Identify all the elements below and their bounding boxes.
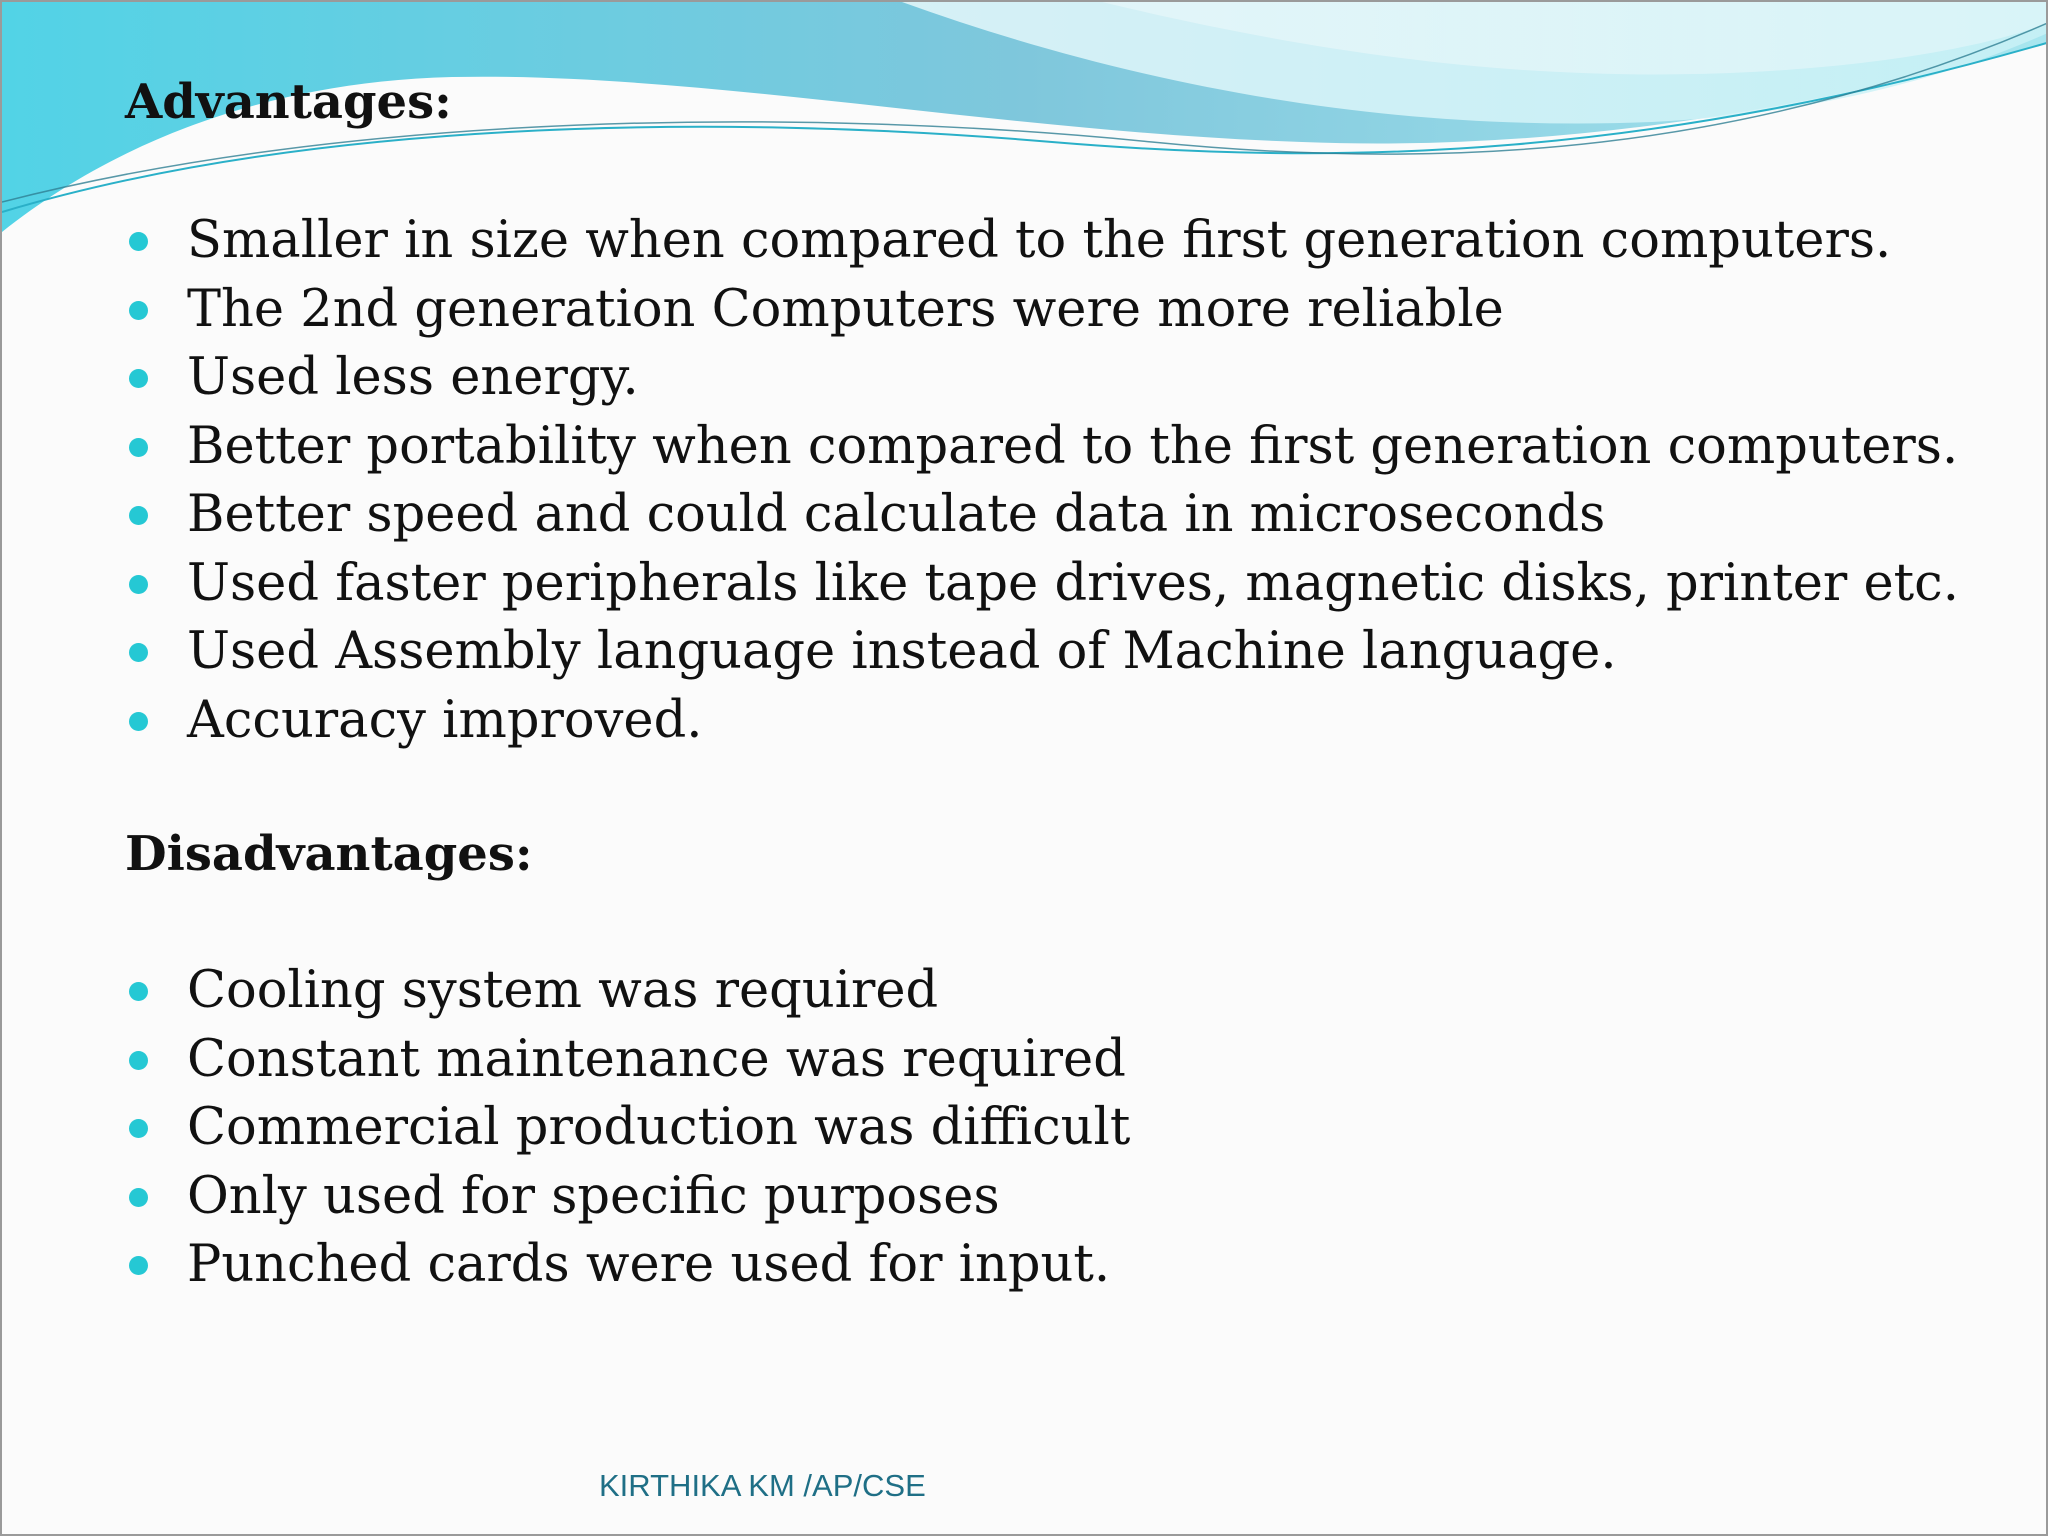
list-item bbox=[125, 276, 1959, 345]
disadvantage-text: Commercial production was difficult bbox=[187, 1098, 1131, 1157]
disadvantages-list bbox=[125, 957, 1130, 1300]
bullet-icon bbox=[129, 1256, 148, 1275]
list-item bbox=[125, 413, 1959, 482]
disadvantage-text: Only used for specific purposes bbox=[187, 1166, 1000, 1226]
list-item bbox=[125, 957, 1130, 1026]
footer-author: KIRTHIKA KM /AP/CSE bbox=[599, 1468, 926, 1503]
list-item bbox=[125, 550, 1959, 619]
bullet-icon bbox=[129, 1051, 148, 1070]
bullet-icon bbox=[129, 643, 148, 662]
advantage-text: Used faster peripherals like tape drives, magnetic disks, printer etc. bbox=[187, 553, 1959, 613]
disadvantages-heading: Disadvantages: bbox=[125, 826, 533, 882]
disadvantage-text: Constant maintenance was required bbox=[187, 1029, 1126, 1089]
advantage-text: Better portability when compared to the first generation computers. bbox=[187, 416, 1959, 476]
advantage-text: Used less energy. bbox=[187, 348, 639, 407]
list-item bbox=[125, 207, 1959, 276]
advantages-list bbox=[125, 207, 1959, 755]
list-item bbox=[125, 687, 1959, 756]
list-item bbox=[125, 481, 1959, 550]
advantages-heading: Advantages: bbox=[125, 74, 452, 130]
list-item bbox=[125, 1094, 1130, 1163]
list-item bbox=[125, 1231, 1130, 1300]
advantage-text: Smaller in size when compared to the first generation computers. bbox=[187, 211, 1892, 270]
bullet-icon bbox=[129, 369, 148, 388]
bullet-icon bbox=[129, 301, 148, 320]
bullet-icon bbox=[129, 232, 148, 251]
bullet-icon bbox=[129, 712, 148, 731]
list-item bbox=[125, 1026, 1130, 1095]
list-item bbox=[125, 618, 1959, 687]
bullet-icon bbox=[129, 506, 148, 525]
bullet-icon bbox=[129, 982, 148, 1001]
bullet-icon bbox=[129, 1188, 148, 1207]
disadvantage-text: Punched cards were used for input. bbox=[187, 1235, 1111, 1294]
advantage-text: Accuracy improved. bbox=[187, 690, 703, 750]
bullet-icon bbox=[129, 438, 148, 457]
list-item bbox=[125, 1163, 1130, 1232]
list-item bbox=[125, 344, 1959, 413]
bullet-icon bbox=[129, 575, 148, 594]
advantage-text: Used Assembly language instead of Machine language. bbox=[187, 622, 1617, 681]
disadvantage-text: Cooling system was required bbox=[187, 961, 939, 1020]
advantage-text: Better speed and could calculate data in microseconds bbox=[187, 485, 1606, 544]
bullet-icon bbox=[129, 1119, 148, 1138]
advantage-text: The 2nd generation Computers were more reliable bbox=[187, 279, 1504, 339]
